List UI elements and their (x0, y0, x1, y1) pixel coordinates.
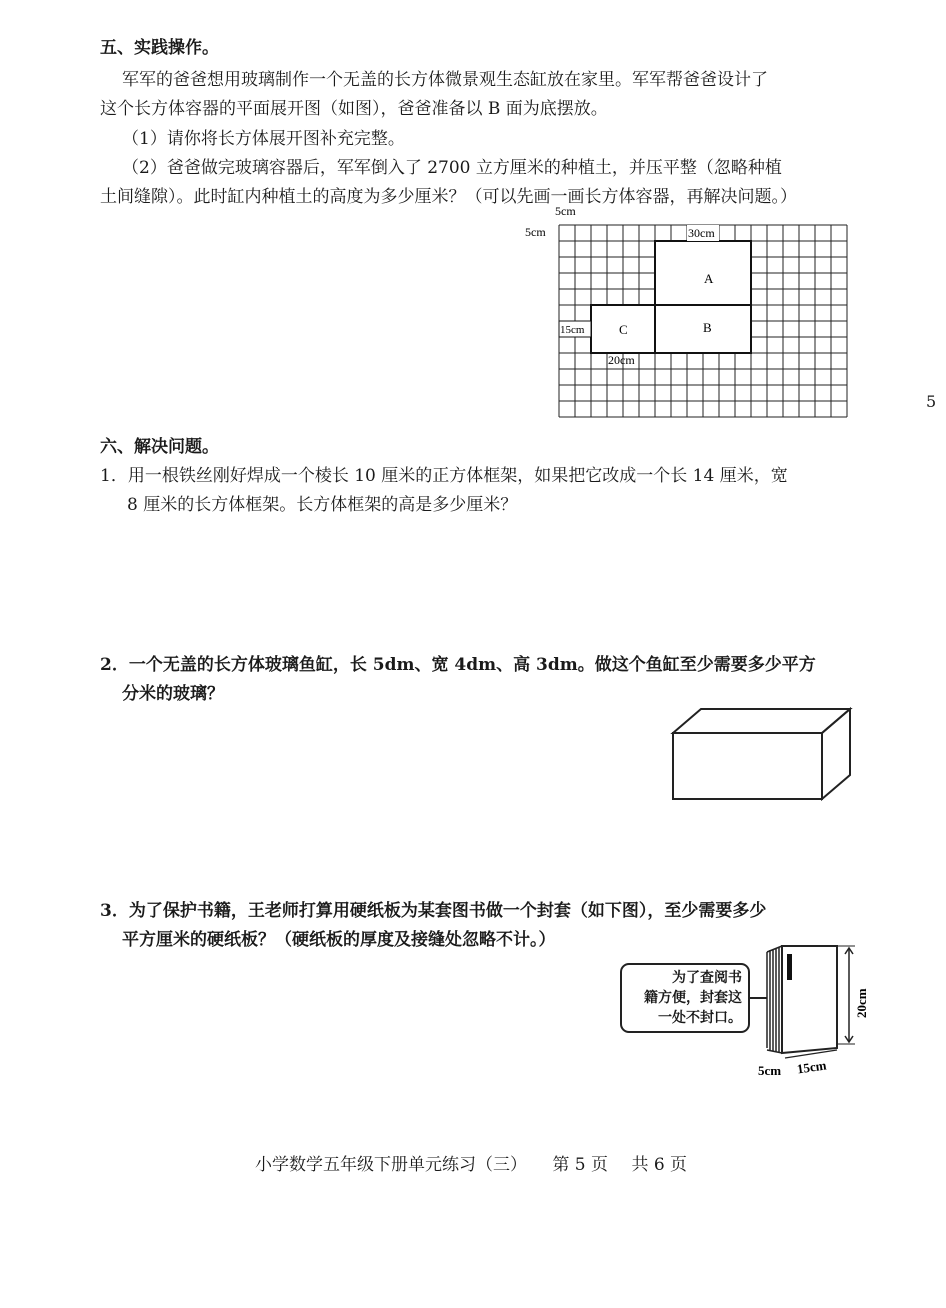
section-5-paragraph-line-1: 军军的爸爸想用玻璃制作一个无盖的长方体微景观生态缸放在家里。军军帮爸爸设计了 (122, 70, 768, 90)
unfolded-box-grid-figure (520, 200, 865, 435)
bubble-line-1: 为了查阅书 (672, 970, 742, 986)
label-30cm: 30cm (688, 226, 715, 240)
problem-3-line-2: 平方厘米的硬纸板？（硬纸板的厚度及接缝处忽略不计。） (122, 930, 556, 950)
book-label-mark (787, 954, 792, 980)
cuboid-fish-tank-figure (665, 700, 860, 810)
label-book-15cm: 15cm (795, 1057, 828, 1077)
problem-1-line-2: 8 厘米的长方体框架。长方体框架的高是多少厘米？ (127, 495, 518, 515)
section-5-paragraph-line-2: 这个长方体容器的平面展开图（如图），爸爸准备以 B 面为底摆放。 (100, 99, 608, 119)
section-6-heading: 六、解决问题。 (100, 437, 219, 457)
book-sleeve-figure (745, 940, 875, 1085)
label-left-5cm: 5cm (525, 225, 546, 239)
problem-2-line-2: 分米的玻璃？ (122, 684, 224, 704)
cuboid-side-face (822, 709, 850, 799)
cuboid-top-face (673, 709, 850, 733)
section-5-question-2-line-1: （2）爸爸做完玻璃容器后，军军倒入了 2700 立方厘米的种植土，并压平整（忽略种植 (122, 158, 782, 178)
face-a-label: A (704, 271, 714, 286)
speech-bubble (620, 963, 750, 1033)
label-book-20cm: 20cm (854, 988, 869, 1018)
section-5-question-1: （1）请你将长方体展开图补充完整。 (122, 129, 405, 149)
label-20cm: 20cm (608, 353, 635, 367)
face-c-label: C (619, 322, 628, 337)
bubble-line-2: 籍方便，封套这 (644, 990, 742, 1006)
label-book-5cm: 5cm (758, 1063, 782, 1078)
page-footer (255, 1150, 693, 1175)
footer-title: 小学数学五年级下册单元练习（三） (255, 1155, 527, 1175)
problem-3-line-1: 3．为了保护书籍，王老师打算用硬纸板为某套图书做一个封套（如下图），至少需要多少 (100, 901, 767, 921)
cuboid-front-face (673, 733, 822, 799)
edge-page-mark: 5 (926, 392, 937, 411)
label-15cm: 15cm (560, 324, 585, 336)
face-b-label: B (703, 320, 712, 335)
section-5-heading: 五、实践操作。 (100, 38, 219, 58)
footer-page-number: 第 5 页 (552, 1155, 609, 1175)
bubble-line-3: 一处不封口。 (658, 1010, 742, 1026)
footer-total-pages: 共 6 页 (631, 1155, 688, 1175)
section-5-question-2-line-2: 土间缝隙）。此时缸内种植土的高度为多少厘米？（可以先画一画长方体容器，再解决问题。） (100, 187, 797, 207)
face-a-rect (655, 241, 751, 305)
problem-1-line-1: 1．用一根铁丝刚好焊成一个棱长 10 厘米的正方体框架，如果把它改成一个长 14 厘米，宽 (100, 466, 788, 486)
problem-2-line-1: 2．一个无盖的长方体玻璃鱼缸，长 5dm、宽 4dm、高 3dm。做这个鱼缸至少需要多少平方 (100, 655, 816, 675)
label-top-5cm: 5cm (555, 204, 576, 218)
